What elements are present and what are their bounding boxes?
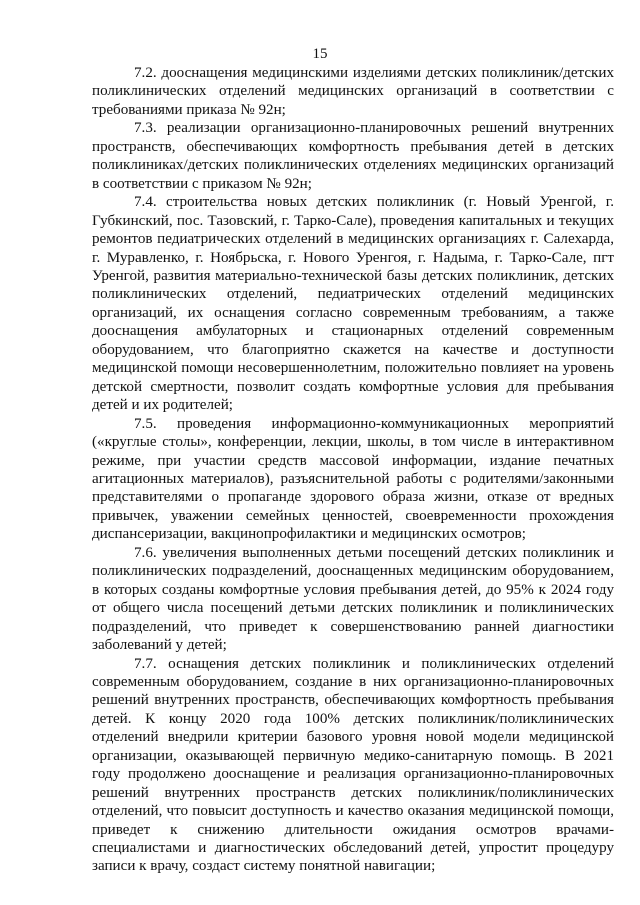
paragraph-7-2: 7.2. дооснащения медицинскими изделиями детских поликлиник/детских поликлинических отделений медицинских организаций в соответствии с требованиями приказа № 92н; <box>92 65 614 118</box>
document-body <box>92 64 614 876</box>
page-number: 15 <box>312 46 328 62</box>
paragraph-7-7: 7.7. оснащения детских поликлиник и поликлинических отделений современным оборудованием, создание в них организационно-планировочных решений внутренних пространств, обеспечивающих комфортность пребывания детей. К концу 2020 года 100% детских поликлиник/поликлинических отделений внедрили критерии базового уровня новой модели медицинской организации, оказывающей первичную медико-санитарную помощь. В 2021 году продолжено дооснащение и реализация организационно-планировочных решений внутренних пространств детских поликлиник/поликлинических отделений, что повысит доступность и качество оказания медицинской помощи, приведет к снижению длительности ожидания осмотров врачами-специалистами и диагностических обследований детей, упростит процедуру записи к врачу, создаст систему понятной навигации; <box>92 655 614 875</box>
paragraph-7-6: 7.6. увеличения выполненных детьми посещений детских поликлиник и поликлинических подразделений, дооснащенных медицинским оборудованием, в которых созданы комфортные условия пребывания детей, до 95% к 2024 году от общего числа посещений детьми детских поликлиник и поликлинических подразделений, что приведет к совершенствованию ранней диагностики заболеваний у детей; <box>92 544 614 654</box>
paragraph-7-4: 7.4. строительства новых детских поликлиник (г. Новый Уренгой, г. Губкинский, пос. Тазовский, г. Тарко-Сале), проведения капитальных и текущих ремонтов педиатрических отделений в медицинских организациях г. Салехарда, г. Муравленко, г. Ноябрьска, г. Нового Уренгоя, г. Надыма, г. Тарко-Сале, пгт Уренгой, развития материально-технической базы детских поликлиник, детских поликлинических отделений, педиатрических отделений медицинских организаций, их оснащения согласно современным требованиям, а также дооснащения амбулаторных и стационарных отделений современным оборудованием, что благоприятно скажется на качестве и доступности медицинской помощи несовершеннолетним, положительно повлияет на уровень детской смертности, позволит создать комфортные условия для пребывания детей и их родителей; <box>92 194 614 414</box>
paragraph-7-5: 7.5. проведения информационно-коммуникационных мероприятий («круглые столы», конференции, лекции, школы, в том числе в интерактивном режиме, при участии средств массовой информации, издание печатных агитационных материалов), разъяснительной работы с родителями/законными представителями о пропаганде здорового образа жизни, отказе от вредных привычек, уважении семейных ценностей, своевременности прохождения диспансеризации, вакцинопрофилактики и медицинских осмотров; <box>92 415 614 543</box>
paragraph-7-3: 7.3. реализации организационно-планировочных решений внутренних пространств, обеспечивающих комфортность пребывания детей в детских поликлиниках/детских поликлинических отделениях медицинских организаций в соответствии с приказом № 92н; <box>92 120 614 192</box>
